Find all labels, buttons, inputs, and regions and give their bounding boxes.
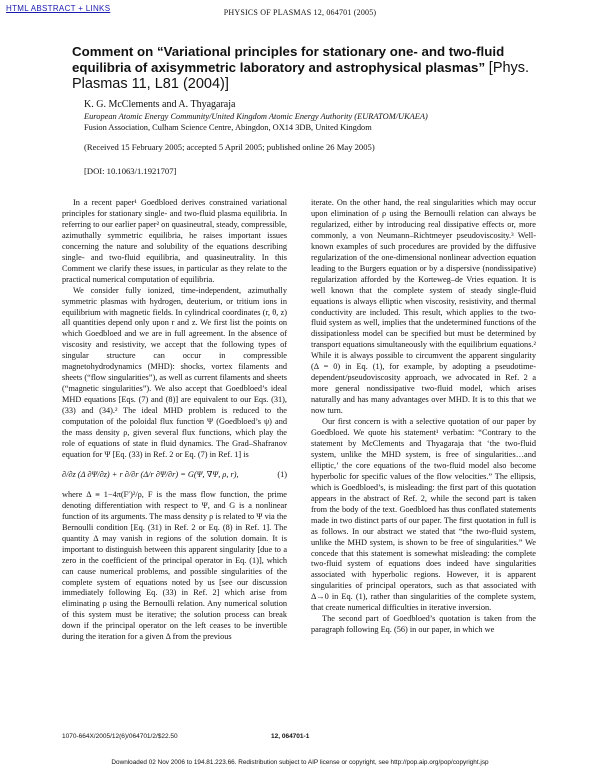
received-dates: (Received 15 February 2005; accepted 5 April 2005; published online 26 May 2005): [84, 142, 375, 152]
paragraph: where Δ ≡ 1−4π(F′)²/ρ, F is the mass flow function, the prime denoting differentiation with respect to Ψ, and G is a nonlinear function of its arguments. The mass density ρ is related to Ψ via the Bernoulli condition [Eq. (31) in Ref. 2 or Eq. (8) in Ref. 1]. The quantity Δ may vanish in regions of the solution domain. It is important to distinguish between this apparent singularity [due to a zero in the coefficient of the principal operator in Eq. (1)], which can cause numerical problems, and possible singularities of the complete system of equations noted by us [see our discussion immediately following Eq. (33) in Ref. 2] which arise from eliminating ρ using the Bernoulli relation. Any numerical solution of this system must be iterative; the solution process can break down if the principal operator on the left ceases to be invertible during the iteration for a given Δ from the previous: [62, 489, 287, 642]
equation-body: ∂/∂z (Δ ∂Ψ/∂z) + r ∂/∂r (Δ/r ∂Ψ/∂r) = G(Ψ, ∇Ψ, ρ, r),: [62, 470, 239, 480]
affiliation: [84, 111, 534, 133]
title-reference: [Phys. Plasmas 11, L81 (2004)]: [72, 59, 530, 92]
paragraph: We consider fully ionized, time-independent, azimuthally symmetric plasmas with hydrogen, deuterium, or tritium ions in equilibrium with magnetic fields. In cylindrical coordinates (r, θ, z) all quantities depend only upon r and z. We first list the points on which Goedbloed and we are in full agreement. In the absence of viscosity and resistivity, we accept that the following types of singular structure can occur in compressible magnetohydrodynamics (MHD): shocks, vortex filaments and sheets (“flow singularities”), as well as current filaments and sheets (“magnetic singularities”). We also accept that Goedbloed’s ideal MHD equations [Eqs. (7) and (8)] are equivalent to our Eqs. (31), (33) and (34).² The ideal MHD problem is reduced to the computation of the poloidal flux function Ψ (Goedbloed’s ψ) and the mass density ρ, given several flux functions, which play the role of equations of state in fluid dynamics. The Grad–Shafranov equation for Ψ [Eq. (33) in Ref. 2 or Eq. (7) in Ref. 1] is: [62, 285, 287, 459]
download-note: Downloaded 02 Nov 2006 to 194.81.223.66. Redistribution subject to AIP license or copyright, see http://pop.aip.org/pop/copyright.jsp: [111, 759, 489, 766]
left-column: [62, 198, 287, 643]
author-list: K. G. McClements and A. Thyagaraja: [84, 99, 236, 110]
paper-title: [72, 44, 552, 93]
equation-number: (1): [277, 470, 287, 480]
paragraph: iterate. On the other hand, the real singularities which may occur upon elimination of ρ using the Bernoulli relation can always be regularized, either by introducing real dissipative effects or, more commonly, a von Neumann–Richtmeyer pseudoviscosity.³ Well-known examples of such procedures are provided by the diffusive regularization of the one-dimensional nonlinear advection equation leading to the Burgers equation or by a dispersive (nondissipative) regularization afforded by the Korteweg–de Vries equation. It is well known that the complete system of steady single-fluid equations is always elliptic when viscosity, resistivity, and thermal conductivity are included. This result, which applies to the two-fluid system as well, implies that the undetermined functions of the dissipationless model can be specified but must be determined by transport equations simultaneously with the equilibrium equations.² While it is always possible to circumvent the apparent singularity (Δ = 0) in Eq. (1), for example, by adopting a pseudotime-dependent/pseudoviscosity approach, we advocated in Ref. 2 a more general nondissipative two-fluid model, which arises naturally and has many advantages over MHD. It is to this that we now turn.: [311, 198, 536, 416]
equation-1: [62, 465, 287, 487]
affiliation-line-2: Fusion Association, Culham Science Centre, Abingdon, OX14 3DB, United Kingdom: [84, 123, 372, 132]
paragraph: The second part of Goedbloed’s quotation is taken from the paragraph following Eq. (56) in our paper, in which we: [311, 614, 536, 635]
affiliation-line-1: European Atomic Energy Community/United Kingdom Atomic Energy Authority (EURATOM/UKAEA): [84, 112, 428, 121]
paragraph: In a recent paper¹ Goedbloed derives constrained variational principles for stationary single- and two-fluid plasma equilibria. In referring to our earlier paper² on quasineutral, steady, compressible, azimuthally symmetric equilibria, he raises important issues concerning the nature and solubility of the equations describing single- and two-fluid equilibria, and quasineutrality. In this Comment we clarify these issues, in particular as they relate to the practical numerical computation of equilibria.: [62, 198, 287, 284]
journal-header: PHYSICS OF PLASMAS 12, 064701 (2005): [223, 8, 377, 17]
title-main: Comment on “Variational principles for stationary one- and two-fluid equilibria of axisymmetric laboratory and astrophysical plasmas”: [72, 44, 505, 75]
html-abstract-links-link[interactable]: HTML ABSTRACT + LINKS: [6, 4, 111, 13]
right-column: [311, 198, 536, 636]
footer-issn: 1070-664X/2005/12(6)/064701/2/$22.50: [62, 733, 178, 740]
footer-page-number: 12, 064701-1: [271, 733, 310, 740]
paragraph: Our first concern is with a selective quotation of our paper by Goedbloed. We quote his statement¹ verbatim: “Contrary to the statement by McClements and Thyagaraja that ‘the two-fluid system, unlike the MHD system, is free of singularities…and elliptic,’ the core equations of the two-fluid model also become hyperbolic for specific values of the flow velocities.” The ellipsis, which is Goedbloed’s, is misleading: the first part of this quotation appears in the abstract of Ref. 2, while the second part is taken from the body of the text. Goedbloed has thus conflated statements made in two distinct parts of our paper. The first quotation in full is as follows. In our abstract we stated that “the two-fluid system, unlike the MHD system, is shown to be free of singularities.” We concede that this statement is somewhat misleading: the complete two-fluid system of equations does indeed have singularities associated with hyperbolic regions. However, it is apparent singularities of principal operators, such as that associated with Δ→0 in Eq. (1), rather than singularities of the complete system, that create numerical difficulties in iterative inversion.: [311, 417, 536, 613]
doi: [DOI: 10.1063/1.1921707]: [84, 166, 177, 176]
